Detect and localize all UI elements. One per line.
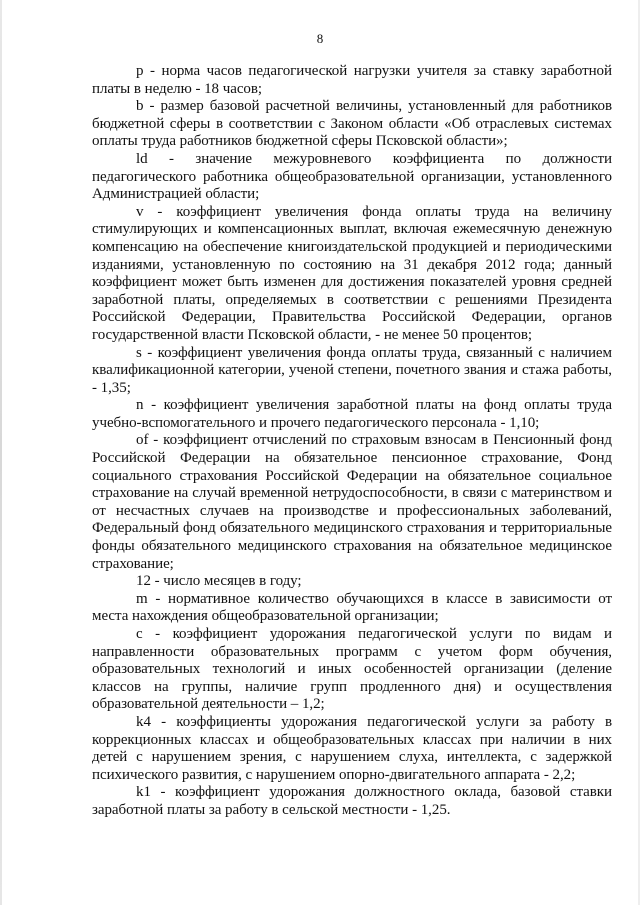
definition-b-base-value: b - размер базовой расчетной величины, установленный для работников бюджетной сферы в соответствии с Законом области «Об отраслевых системах оплаты труда работников бюджетной сферы Псковской области»;	[92, 98, 612, 150]
definition-m-students-per-class: m - нормативное количество обучающихся в классе в зависимости от места нахождения общеобразовательной организации;	[92, 590, 612, 625]
definition-p-hours-norm: p - норма часов педагогической нагрузки учителя за ставку заработной платы в неделю - 18 часов;	[92, 63, 612, 97]
definition-ld-interlevel-coefficient: ld - значение межуровневого коэффициента по должности педагогического работника общеобразовательной организации, установленного Администрацией области;	[92, 150, 612, 203]
page-number: 8	[316, 31, 324, 46]
definition-k4-correctional-coefficient: k4 - коэффициенты удорожания педагогической услуги за работу в коррекционных классах и общеобразовательных классах при наличии в них детей с нарушением зрения, с нарушением слуха, интеллекта, с задержкой психического развития, с нарушением опорно-двигательного аппарата - 2,2;	[92, 713, 612, 783]
document-body	[92, 63, 612, 820]
definition-v-payroll-increase: v - коэффициент увеличения фонда оплаты труда на величину стимулирующих и компенсационных выплат, включая ежемесячную денежную компенсацию на обеспечение книгоиздательской продукцией и периодическими изданиями, установленную по состоянию на 31 декабря 2012 года; данный коэффициент может быть изменен для достижения показателей уровня средней заработной платы, определяемых в соответствии с решениями Президента Российской Федерации, Правительства Российской Федерации, органов государственной власти Псковской области, - не менее 50 процентов;	[92, 203, 612, 343]
definition-k1-rural-coefficient: k1 - коэффициент удорожания должностного оклада, базовой ставки заработной платы за работу в сельской местности - 1,25.	[92, 784, 612, 818]
definition-c-service-cost-coefficient: c - коэффициент удорожания педагогической услуги по видам и направленности образовательных программ с учетом форм обучения, образовательных технологий и иных особенностей организации (деление классов на группы, наличие групп продленного дня) и осуществления образовательной деятельности – 1,2;	[92, 626, 612, 713]
definition-of-insurance-contributions: of - коэффициент отчислений по страховым взносам в Пенсионный фонд Российской Федерации на обязательное пенсионное страхование, Фонд социального страхования Российской Федерации на обязательное социальное страхование на случай временной нетрудоспособности, в связи с материнством и от несчастных случаев на производстве и профессиональных заболеваний, Федеральный фонд обязательного медицинского страхования и территориальные фонды обязательного медицинского страхования на обязательное медицинское страхование;	[92, 432, 612, 572]
definition-n-support-staff-coefficient: n - коэффициент увеличения заработной платы на фонд оплаты труда учебно-вспомогательного и прочего педагогического персонала - 1,10;	[92, 397, 612, 431]
definition-12-months: 12 - число месяцев в году;	[136, 573, 302, 590]
definition-s-qualification-coefficient: s - коэффициент увеличения фонда оплаты труда, связанный с наличием квалификационной категории, ученой степени, почетного звания и стажа работы, - 1,35;	[92, 344, 612, 396]
scan-left-edge	[0, 0, 2, 905]
